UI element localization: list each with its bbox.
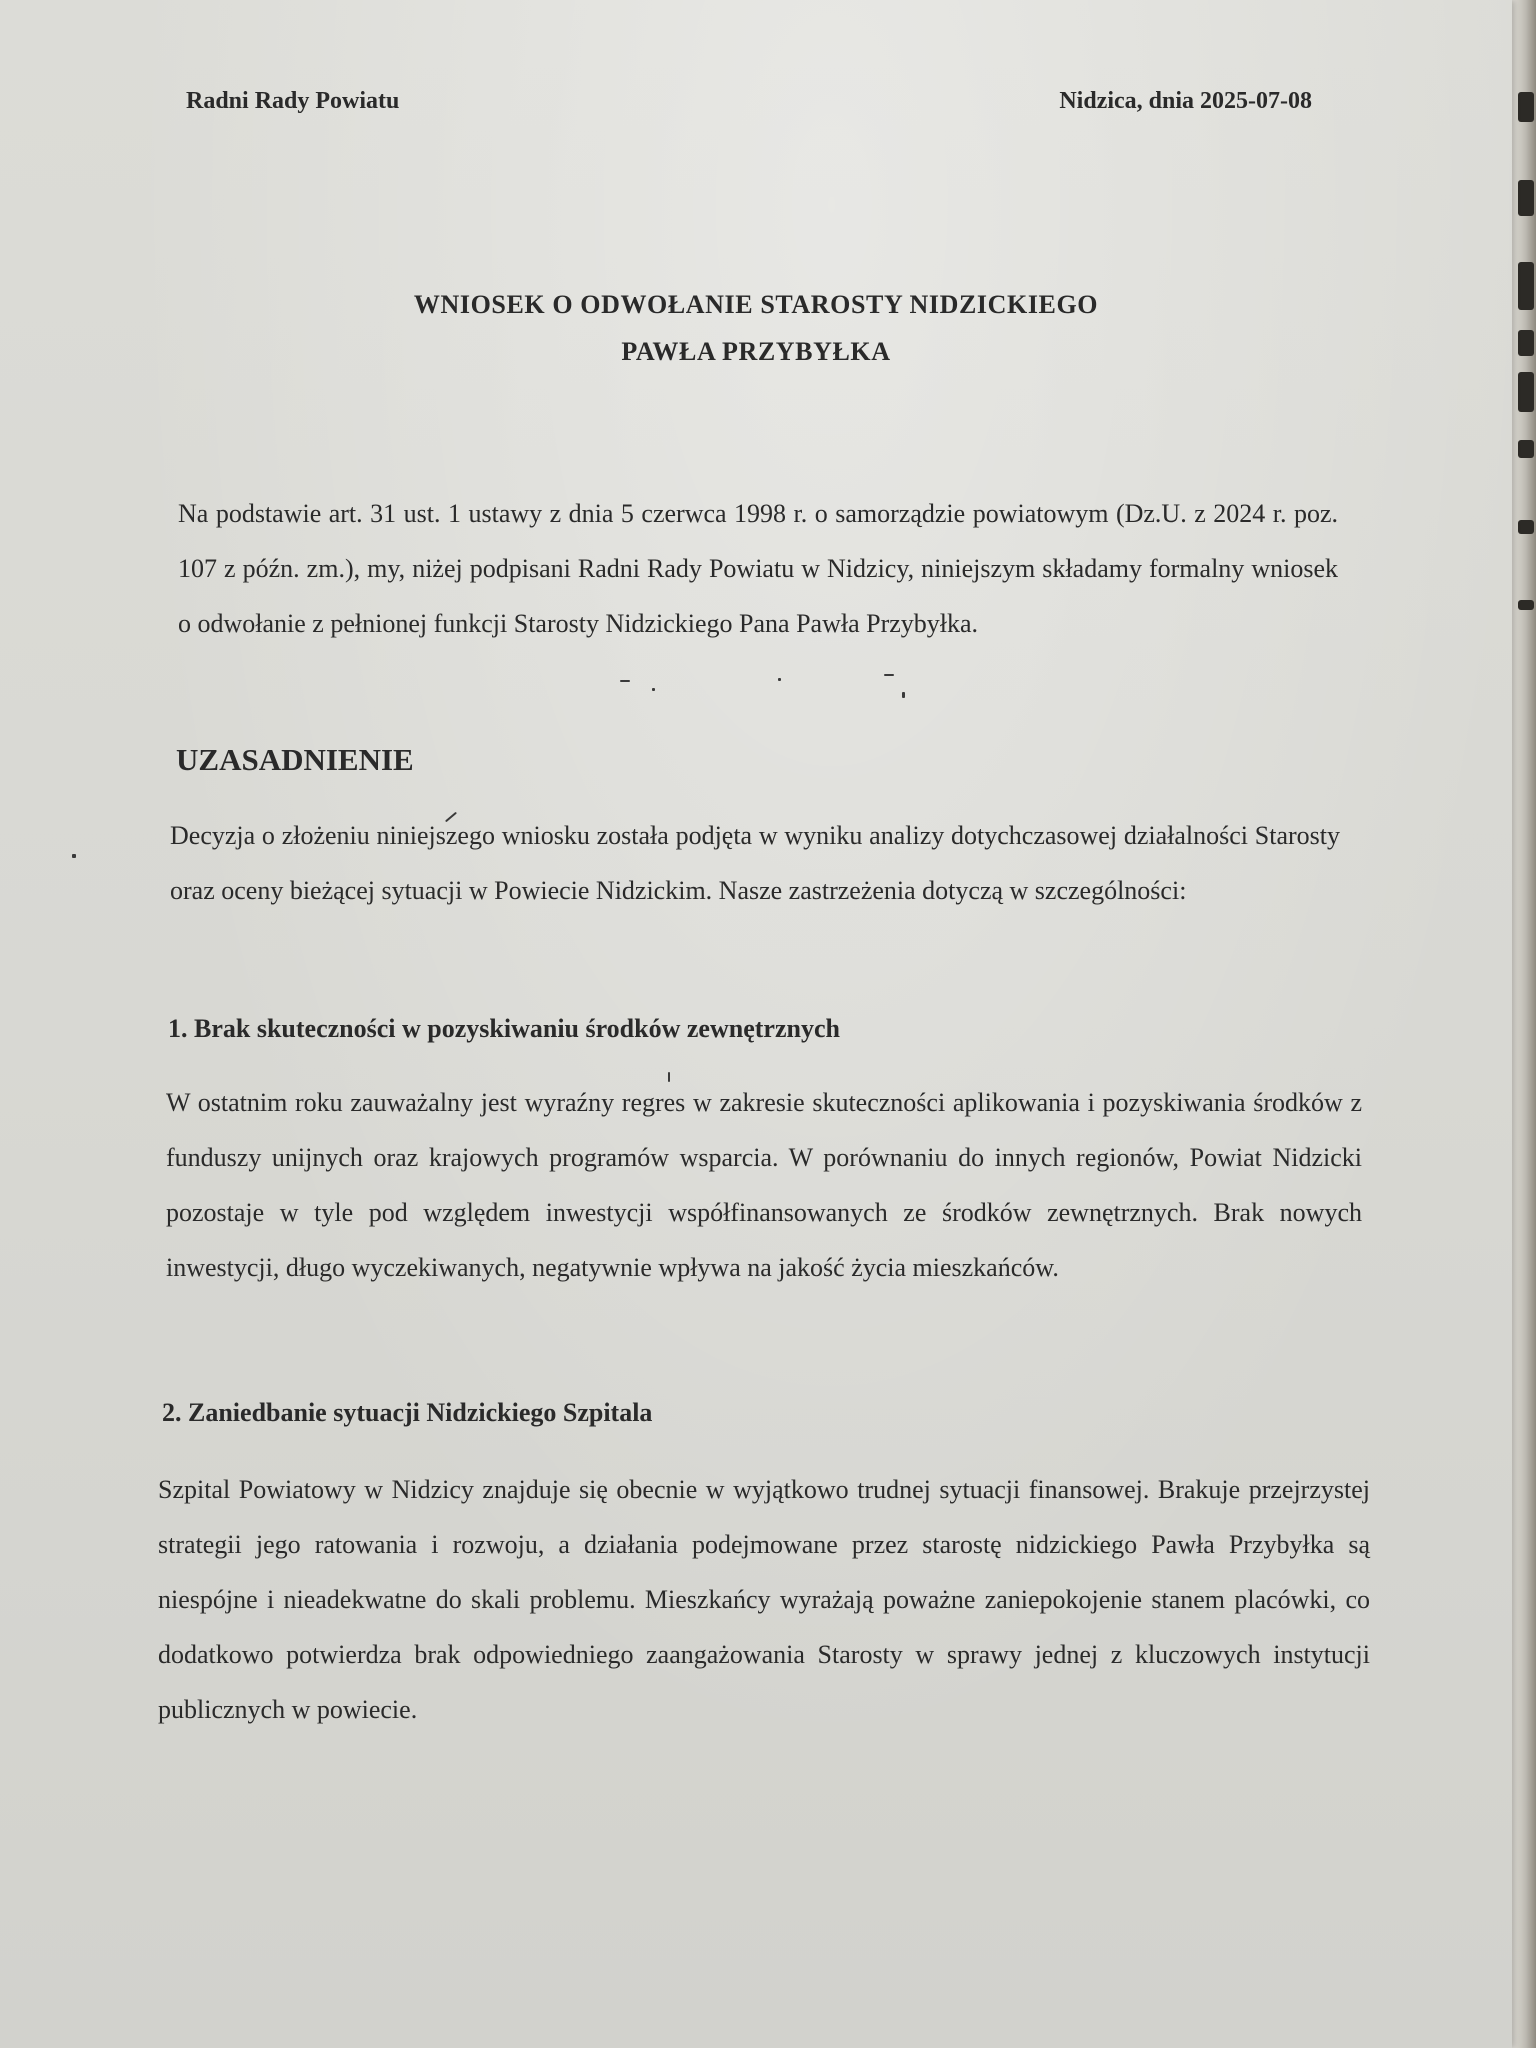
section-1-paragraph: W ostatnim roku zauważalny jest wyraźny regres w zakresie skuteczności aplikowania i pozyskiwania środków z funduszy unijnych oraz krajowych programów wsparcia. W porównaniu do innych regionów, Powiat Nidzicki pozostaje w tyle pod względem inwestycji współfinansowanych ze środków zewnętrznych. Brak nowych inwestycji, długo wyczekiwanych, negatywnie wpływa na jakość życia mieszkańców. <box>166 1088 1362 1282</box>
edge-mark <box>1518 520 1534 534</box>
paper-speck <box>778 678 781 681</box>
section-2-paragraph: Szpital Powiatowy w Nidzicy znajduje się obecnie w wyjątkowo trudnej sytuacji finansowej. Brakuje przejrzystej strategii jego ratowania i rozwoju, a działania podejmowane przez starostę nidzickiego Pawła Przybyłka są niespójne i nieadekwatne do skali problemu. Mieszkańcy wyrażają poważne zaniepokojenie stanem placówki, co dodatkowo potwierdza brak odpowiedniego zaangażowania Starosty w sprawy jednej z kluczowych instytucji publicznych w powiecie. <box>158 1475 1370 1724</box>
paper-speck <box>652 688 655 691</box>
section-2-heading: 2. Zaniedbanie sytuacji Nidzickiego Szpitala <box>162 1398 653 1427</box>
paper-speck <box>72 854 76 858</box>
paper-speck <box>668 1072 670 1082</box>
sender: Radni Rady Powiatu <box>186 88 400 114</box>
intro-paragraph: Na podstawie art. 31 ust. 1 ustawy z dnia 5 czerwca 1998 r. o samorządzie powiatowym (Dz.U. z 2024 r. poz. 107 z późn. zm.), my, niżej podpisani Radni Rady Powiatu w Nidzicy, niniejszym składamy formalny wniosek o odwołanie z pełnionej funkcji Starosty Nidzickiego Pana Pawła Przybyłka. <box>178 499 1338 638</box>
justification-paragraph: Decyzja o złożeniu niniejszego wniosku została podjęta w wyniku analizy dotychczasowej działalności Starosty oraz oceny bieżącej sytuacji w Powiecie Nidzickim. Nasze zastrzeżenia dotyczą w szczególności: <box>170 821 1340 905</box>
section-1-heading: 1. Brak skuteczności w pozyskiwaniu środków zewnętrznych <box>168 1014 840 1043</box>
edge-mark <box>1518 180 1534 216</box>
place-date: Nidzica, dnia 2025-07-08 <box>1059 88 1312 114</box>
edge-mark <box>1518 372 1534 412</box>
edge-mark <box>1518 262 1534 310</box>
document-title-name: PAWŁA PRZYBYŁKA <box>621 337 891 366</box>
paper-speck <box>902 692 905 698</box>
edge-mark <box>1518 330 1534 356</box>
edge-mark <box>1518 440 1534 458</box>
edge-mark <box>1518 600 1534 610</box>
paper-speck <box>620 680 630 682</box>
justification-heading: UZASADNIENIE <box>176 742 414 777</box>
document-title: WNIOSEK O ODWOŁANIE STAROSTY NIDZICKIEGO <box>413 290 1099 319</box>
background-edge <box>1510 0 1536 2048</box>
paper-speck <box>884 674 894 676</box>
edge-mark <box>1518 92 1534 122</box>
